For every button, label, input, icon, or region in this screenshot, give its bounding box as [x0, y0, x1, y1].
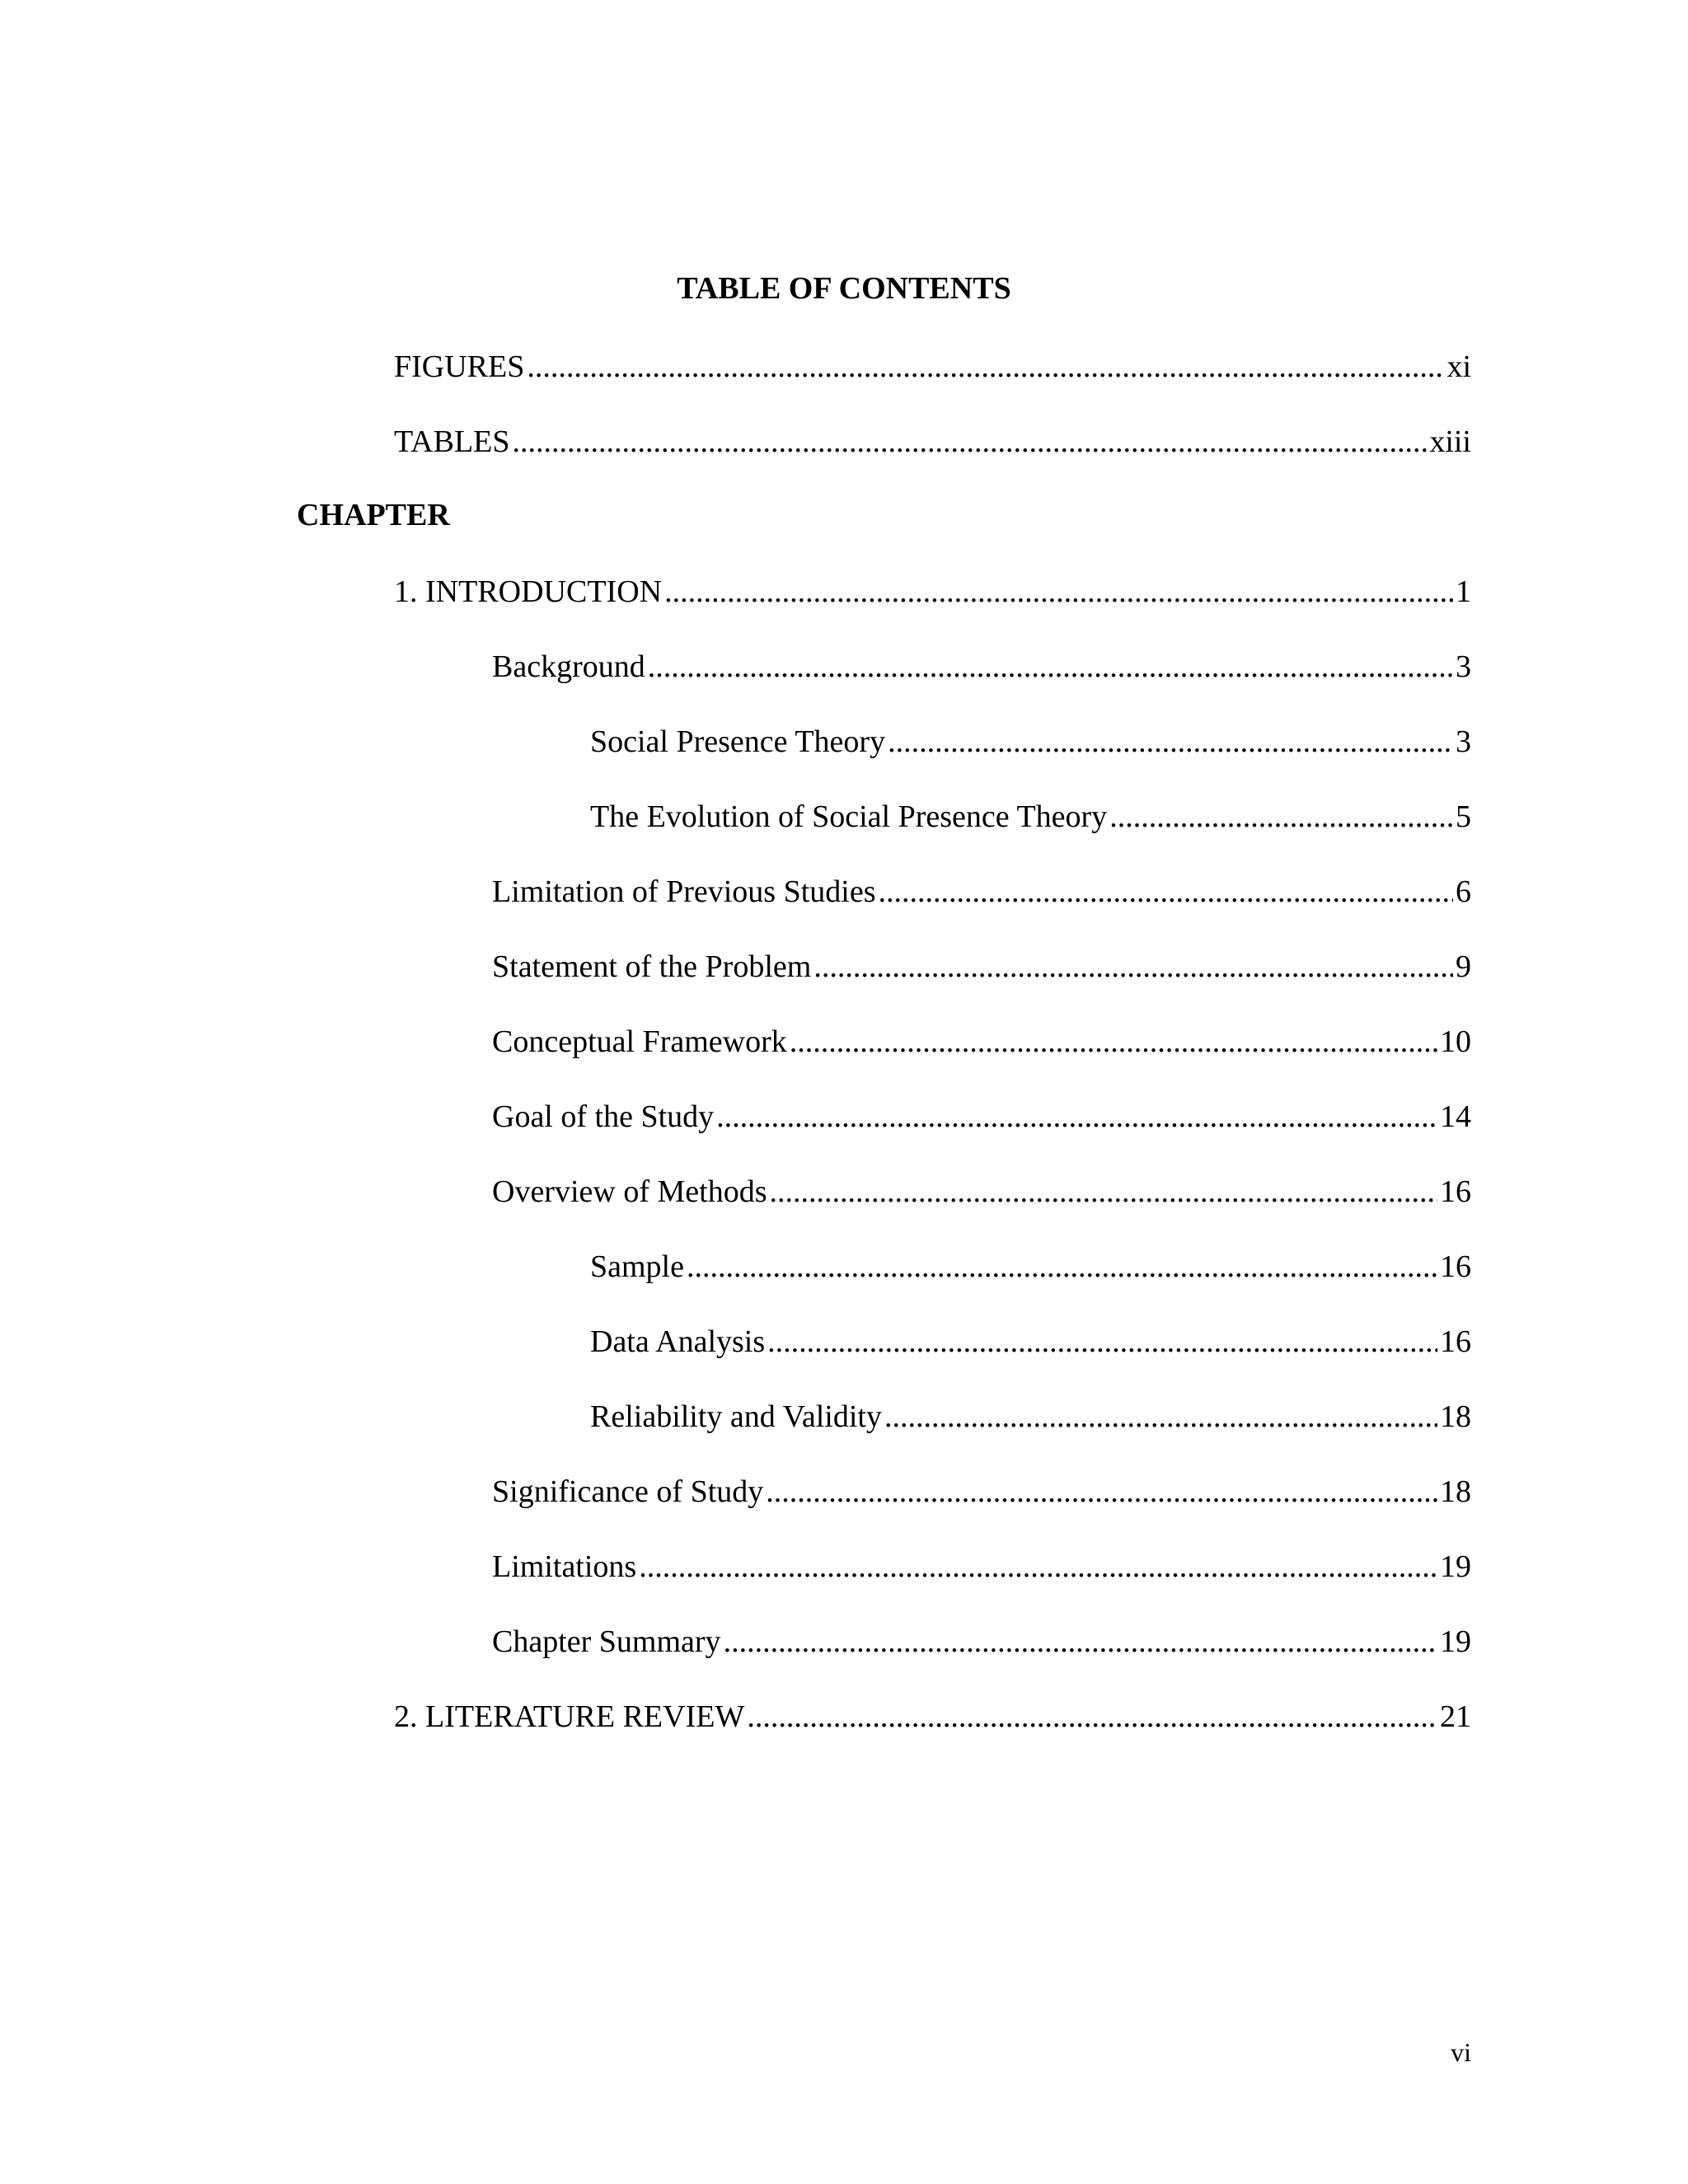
- toc-entry-label: Chapter Summary: [492, 1624, 721, 1659]
- page-title: TABLE OF CONTENTS: [677, 271, 1011, 306]
- dot-leader: [664, 567, 1453, 616]
- dot-leader: [878, 867, 1453, 916]
- dot-leader: [648, 642, 1453, 691]
- toc-entry-data-analysis[interactable]: [590, 1317, 1471, 1366]
- dot-leader: [766, 1467, 1437, 1516]
- toc-entry-page: 18: [1440, 1399, 1471, 1434]
- toc-entry-label: Conceptual Framework: [492, 1024, 787, 1059]
- toc-entry-label: Background: [492, 649, 645, 684]
- toc-entry-conceptual-framework[interactable]: [492, 1017, 1471, 1066]
- toc-entry-page: 3: [1456, 724, 1471, 759]
- dot-leader: [747, 1692, 1437, 1741]
- toc-entry-page: xi: [1447, 349, 1471, 384]
- chapter-heading: CHAPTER: [297, 498, 450, 532]
- toc-entry-page: 14: [1440, 1099, 1471, 1134]
- toc-entry-limitation-of-previous-studies[interactable]: [492, 867, 1471, 916]
- toc-entry-sample[interactable]: [590, 1242, 1471, 1291]
- toc-entry-limitations[interactable]: [492, 1542, 1471, 1591]
- toc-entry-chapter-summary[interactable]: [492, 1617, 1471, 1666]
- dot-leader: [639, 1542, 1437, 1591]
- toc-entry-introduction[interactable]: [394, 567, 1471, 616]
- dot-leader: [767, 1317, 1437, 1366]
- toc-entry-label: Significance of Study: [492, 1474, 764, 1509]
- toc-entry-label: Social Presence Theory: [590, 724, 886, 759]
- toc-entry-social-presence-theory[interactable]: [590, 717, 1471, 766]
- dot-leader: [527, 342, 1444, 391]
- toc-entry-label: 1. INTRODUCTION: [394, 574, 663, 609]
- toc-entry-label: The Evolution of Social Presence Theory: [590, 799, 1108, 834]
- toc-entry-page: xiii: [1429, 424, 1471, 459]
- toc-entry-label: Limitation of Previous Studies: [492, 874, 876, 909]
- toc-entry-literature-review[interactable]: [394, 1692, 1471, 1741]
- toc-entry-background[interactable]: [492, 642, 1471, 691]
- toc-entry-page: 5: [1456, 799, 1471, 834]
- toc-entry-label: Data Analysis: [590, 1324, 766, 1359]
- toc-entry-figures[interactable]: [394, 342, 1471, 391]
- toc-entry-page: 21: [1440, 1699, 1471, 1734]
- toc-entry-label: TABLES: [394, 424, 510, 459]
- toc-entry-evolution-of-social-presence-theory[interactable]: [590, 792, 1471, 841]
- toc-entry-label: Reliability and Validity: [590, 1399, 882, 1434]
- toc-entry-reliability-and-validity[interactable]: [590, 1392, 1471, 1441]
- dot-leader: [1109, 792, 1453, 841]
- toc-entry-label: Statement of the Problem: [492, 949, 812, 984]
- toc-entry-page: 19: [1440, 1549, 1471, 1584]
- toc-entry-goal-of-the-study[interactable]: [492, 1092, 1471, 1141]
- toc-entry-tables[interactable]: [394, 417, 1471, 466]
- page-number: vi: [1451, 2037, 1471, 2067]
- toc-entry-statement-of-the-problem[interactable]: [492, 942, 1471, 991]
- toc-entry-label: Overview of Methods: [492, 1174, 767, 1209]
- dot-leader: [790, 1017, 1437, 1066]
- toc-entry-page: 16: [1440, 1249, 1471, 1284]
- toc-entry-page: 16: [1440, 1324, 1471, 1359]
- dot-leader: [687, 1242, 1437, 1291]
- toc-entry-page: 3: [1456, 649, 1471, 684]
- dot-leader: [888, 717, 1453, 766]
- dot-leader: [814, 942, 1453, 991]
- dot-leader: [884, 1392, 1437, 1441]
- toc-entry-label: Goal of the Study: [492, 1099, 715, 1134]
- toc-entry-label: Sample: [590, 1249, 684, 1284]
- toc-entry-page: 1: [1456, 574, 1471, 609]
- dot-leader: [716, 1092, 1437, 1141]
- toc-entry-page: 19: [1440, 1624, 1471, 1659]
- dot-leader: [513, 417, 1428, 466]
- toc-entry-label: FIGURES: [394, 349, 525, 384]
- dot-leader: [769, 1167, 1437, 1216]
- toc-entry-overview-of-methods[interactable]: [492, 1167, 1471, 1216]
- toc-entry-page: 18: [1440, 1474, 1471, 1509]
- toc-entry-label: Limitations: [492, 1549, 637, 1584]
- dot-leader: [724, 1617, 1437, 1666]
- toc-entry-page: 6: [1456, 874, 1471, 909]
- toc-entry-page: 9: [1456, 949, 1471, 984]
- toc-entry-significance-of-study[interactable]: [492, 1467, 1471, 1516]
- toc-entry-page: 10: [1440, 1024, 1471, 1059]
- toc-entry-page: 16: [1440, 1174, 1471, 1209]
- toc-entry-label: 2. LITERATURE REVIEW: [394, 1699, 745, 1734]
